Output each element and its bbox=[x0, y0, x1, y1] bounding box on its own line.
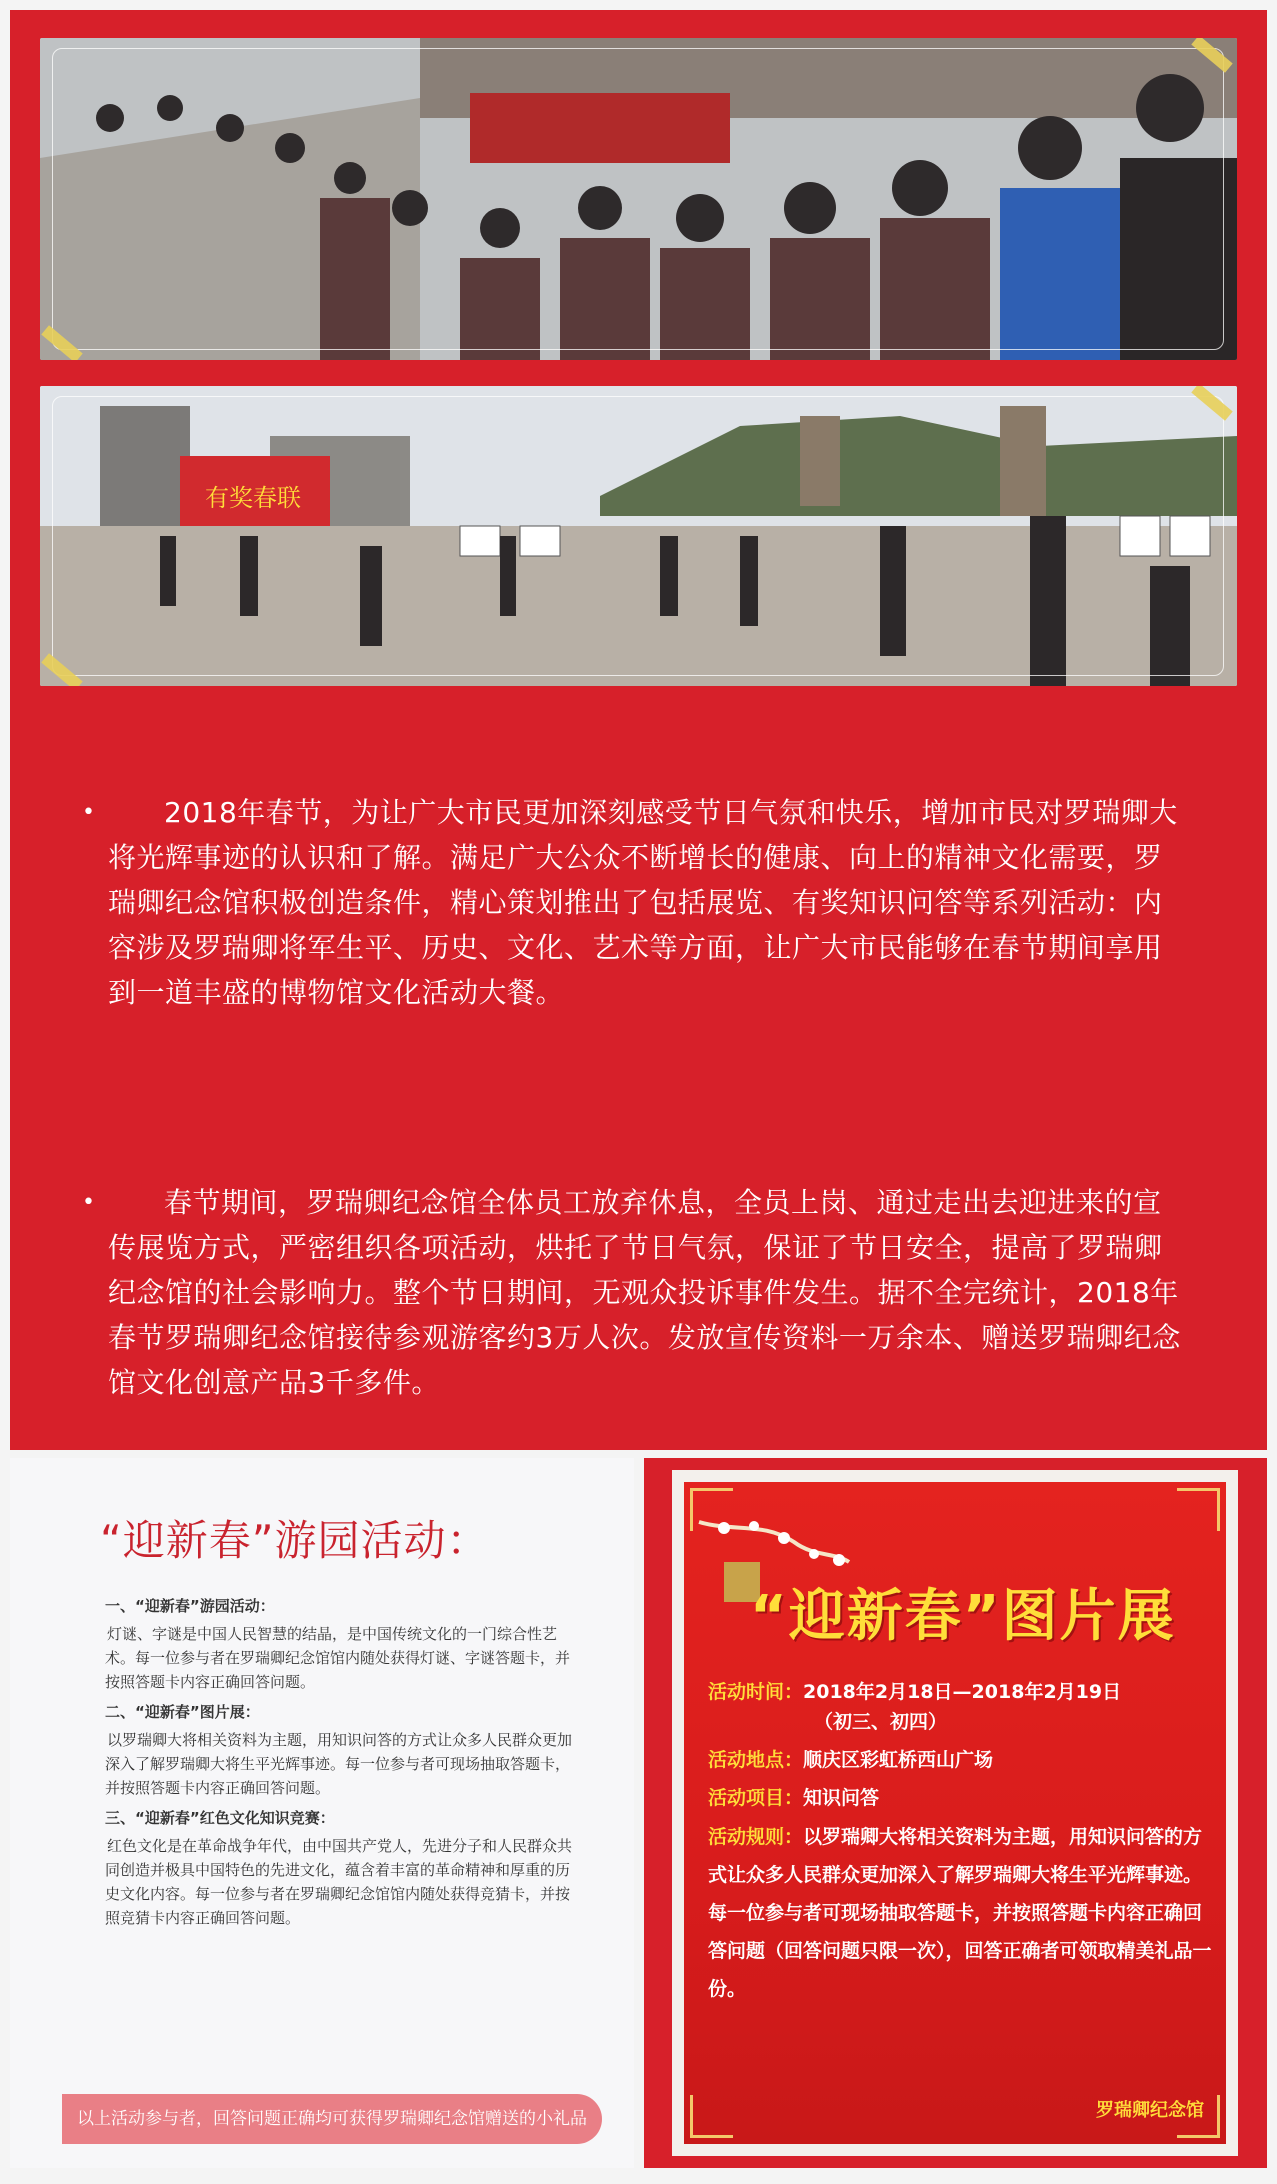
section-body: 以罗瑞卿大将相关资料为主题，用知识问答的方式让众多人民群众更加深入了解罗瑞卿大将生平光辉事迹。每一位参与者可现场抽取答题卡，并按照答题卡内容正确回答问题。 bbox=[105, 1731, 573, 1797]
section-heading: 二、“迎新春”图片展： bbox=[105, 1703, 260, 1721]
bullet-icon: • bbox=[82, 800, 95, 825]
poster-panel bbox=[644, 1458, 1267, 2168]
square-photo bbox=[40, 386, 1237, 686]
corner-ornament bbox=[690, 2095, 733, 2138]
poster-sheet bbox=[684, 1482, 1226, 2144]
item-value: 知识问答 bbox=[803, 1787, 880, 1809]
section-heading: 一、“迎新春”游园活动： bbox=[105, 1597, 275, 1615]
poster-time-note: （初三、初四） bbox=[814, 1711, 948, 1733]
stage-banner-text: 有奖春联 bbox=[205, 484, 301, 512]
place-label: 活动地点： bbox=[708, 1749, 804, 1771]
corner-ornament bbox=[1177, 1488, 1220, 1531]
rule-label: 活动规则： bbox=[708, 1826, 804, 1848]
paragraph-spring-festival bbox=[82, 790, 1188, 1015]
photo-frame bbox=[52, 396, 1224, 676]
section-heading: 三、“迎新春”红色文化知识竞赛： bbox=[105, 1809, 335, 1827]
crowd-photo bbox=[40, 38, 1237, 360]
time-label: 活动时间： bbox=[708, 1681, 804, 1703]
item-label: 活动项目： bbox=[708, 1787, 804, 1809]
place-value: 顺庆区彩虹桥西山广场 bbox=[803, 1749, 994, 1771]
rule-value: 以罗瑞卿大将相关资料为主题，用知识问答的方式让众多人民群众更加深入了解罗瑞卿大将生平光辉事迹。每一位参与者可现场抽取答题卡，并按照答题卡内容正确回答问题（回答问题只限一次），回答正确者可领取精美礼品一份。 bbox=[708, 1826, 1212, 2000]
poster-rule bbox=[708, 1818, 1218, 2008]
poster-title: “迎新春”图片展 bbox=[750, 1584, 1176, 1649]
red-panel bbox=[10, 10, 1267, 1450]
poster-signature: 罗瑞卿纪念馆 bbox=[1096, 2100, 1204, 2121]
paragraph-text: 春节期间，罗瑞卿纪念馆全体员工放弃休息，全员上岗、通过走出去迎进来的宣传展览方式，严密组织各项活动，烘托了节日气氛，保证了节日安全，提高了罗瑞卿纪念馆的社会影响力。整个节日期间，无观众投诉事件发生。据不全完统计，2018年春节罗瑞卿纪念馆接待参观游客约3万人次。发放宣传资料一万余本、赠送罗瑞卿纪念馆文化创意产品3千多件。 bbox=[108, 1186, 1181, 1399]
activity-title: “迎新春”游园活动： bbox=[100, 1516, 490, 1565]
photo-frame bbox=[52, 48, 1224, 350]
activity-list bbox=[105, 1588, 575, 1930]
activity-panel bbox=[10, 1458, 634, 2168]
section-body: 红色文化是在革命战争年代，由中国共产党人，先进分子和人民群众共同创造并极具中国特色的先进文化，蕴含着丰富的革命精神和厚重的历史文化内容。每一位参与者在罗瑞卿纪念馆馆内随处获得竞猜卡，并按照竞猜卡内容正确回答问题。 bbox=[105, 1837, 573, 1927]
poster-item bbox=[708, 1780, 1218, 1816]
poster-board bbox=[672, 1470, 1238, 2156]
paragraph-staff bbox=[82, 1180, 1188, 1405]
poster-place bbox=[708, 1742, 1218, 1778]
section-body: 灯谜、字谜是中国人民智慧的结晶，是中国传统文化的一门综合性艺术。每一位参与者在罗瑞卿纪念馆馆内随处获得灯谜、字谜答题卡，并按照答题卡内容正确回答问题。 bbox=[105, 1625, 571, 1691]
bullet-icon: • bbox=[82, 1190, 95, 1215]
paragraph-text: 2018年春节，为让广大市民更加深刻感受节日气氛和快乐，增加市民对罗瑞卿大将光辉事迹的认识和了解。满足广大公众不断增长的健康、向上的精神文化需要，罗瑞卿纪念馆积极创造条件，精心策划推出了包括展览、有奖知识问答等系列活动：内容涉及罗瑞卿将军生平、历史、文化、艺术等方面，让广大市民能够在春节期间享用到一道丰盛的博物馆文化活动大餐。 bbox=[108, 796, 1178, 1009]
gift-banner: 以上活动参与者，回答问题正确均可获得罗瑞卿纪念馆赠送的小礼品 bbox=[62, 2094, 602, 2144]
time-value: 2018年2月18日—2018年2月19日 bbox=[803, 1681, 1122, 1703]
